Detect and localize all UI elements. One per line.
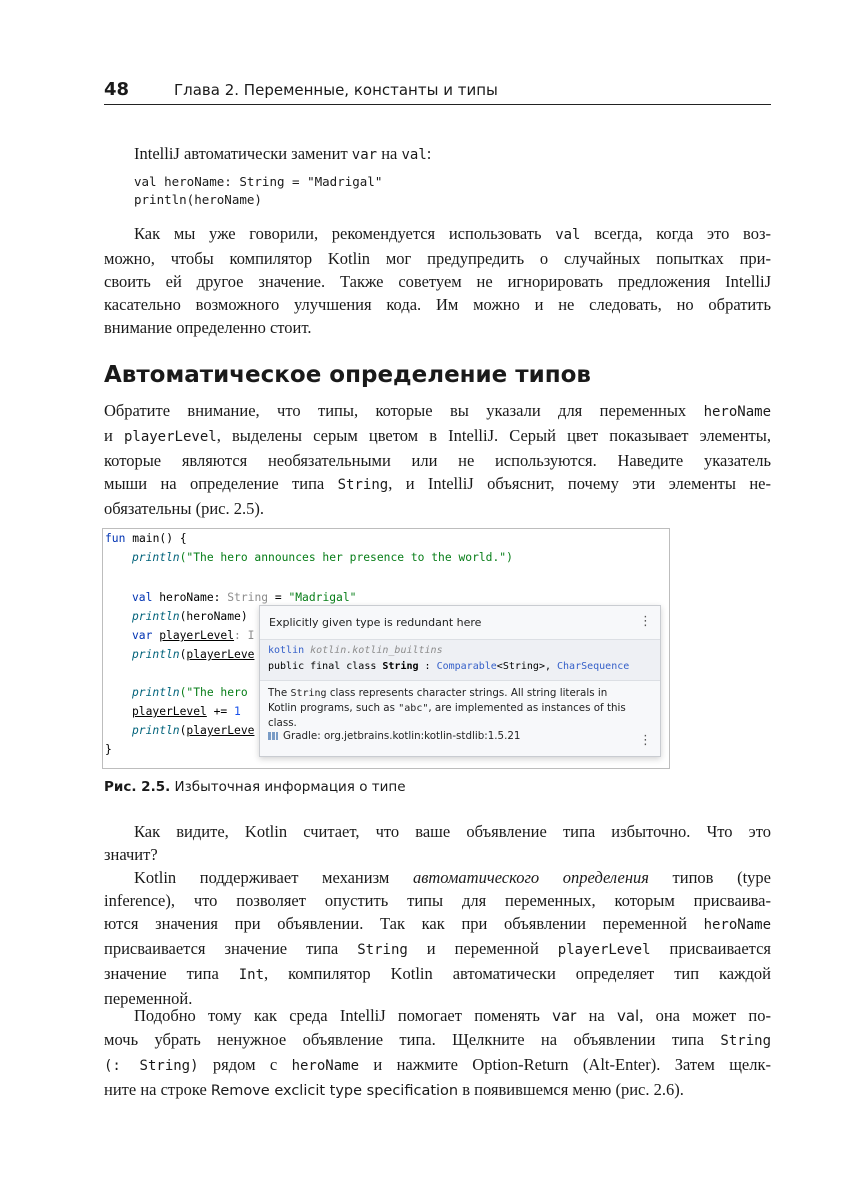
page-header (104, 78, 771, 105)
code-line: playerLevel += 1 (132, 705, 241, 718)
string-type-token[interactable]: String (227, 591, 269, 604)
code-line: val heroName: String = "Madrigal" (132, 591, 357, 604)
figure-ide-screenshot (102, 528, 670, 769)
figure-caption: Рис. 2.5. Избыточная информация о типе (104, 779, 406, 795)
code-line: fun main() { (105, 532, 187, 545)
paragraph-type-inference: Kotlin поддерживает механизм автоматического определения типов (type inference), что позволяет опустить типы для переменных, которым присваива- ются значения при объявлении. Так как при объявлении переменной heroName присваивается значение типа String и переменной playerLevel присваивается значение типа Int, компилятор Kotlin автоматически определяет тип каждой переменной. (104, 868, 771, 1008)
more-options-icon[interactable]: ⋮ (639, 614, 652, 629)
library-icon (268, 732, 278, 740)
code-line: println(heroName) (132, 610, 248, 623)
more-options-icon[interactable]: ⋮ (639, 733, 652, 748)
paragraph-remove-type: Подобно тому как среда IntelliJ помогает поменять var на val, она может по- мочь убрать ненужное объявление типа. Щелкните на объявлении типа String (: String) рядом с heroName и нажмите Option-Return (Alt-Enter). Затем щелк- ните на строке Remove exclicit type specification в появившемся меню (рис. 2.6). (104, 1006, 771, 1099)
code-example: val heroName: String = "Madrigal" println(heroName) (134, 174, 383, 207)
popup-definition: kotlin kotlin.kotlin_builtins public final class String : Comparable<String>, CharSequence (260, 640, 660, 680)
code-line: var playerLevel: I (132, 629, 255, 642)
chapter-title: Глава 2. Переменные, константы и типы (174, 81, 498, 99)
charsequence-link[interactable]: CharSequence (557, 661, 630, 672)
code-line: println("The hero (132, 686, 248, 699)
code-line: println("The hero announces her presence to the world.") (132, 551, 513, 564)
paragraph-gray-types: Обратите внимание, что типы, которые вы указали для переменных heroName и playerLevel, выделены серым цветом в IntelliJ. Серый цвет показывает элементы, которые являются необязательными или не используются. Наведите указатель мыши на определение типа String, и IntelliJ объяснит, почему эти элементы не- обязательны (рис. 2.5). (104, 401, 771, 518)
comparable-link[interactable]: Comparable (436, 661, 497, 672)
paragraph-redundant: Как видите, Kotlin считает, что ваше объявление типа избыточно. Что это значит? (104, 822, 771, 864)
quick-documentation-popup (259, 605, 661, 757)
paragraph-val-advice: Как мы уже говорили, рекомендуется использовать val всегда, когда это воз- можно, чтобы компилятор Kotlin мог предупредить о случайных попытках при- своить ей другое значение. Также советуем не игнорировать предложения IntelliJ касательно возможного улучшения кода. Им можно и не следовать, но обратить внимание определенно стоит. (104, 224, 771, 337)
popup-gradle-source: Gradle: org.jetbrains.kotlin:kotlin-stdlib:1.5.21 (268, 730, 520, 742)
code-line: println(playerLeve (132, 724, 255, 737)
code-line: } (105, 743, 112, 756)
paragraph-intellij-replace: IntelliJ автоматически заменит var на val: (134, 144, 432, 163)
popup-title: Explicitly given type is redundant here (269, 616, 482, 629)
section-heading: Автоматическое определение типов (104, 362, 591, 388)
code-line: println(playerLeve (132, 648, 255, 661)
popup-description: The String class represents character strings. All string literals in Kotlin programs, such as "abc", are implemented as instances of this class. (268, 687, 626, 729)
page-number: 48 (104, 79, 130, 100)
